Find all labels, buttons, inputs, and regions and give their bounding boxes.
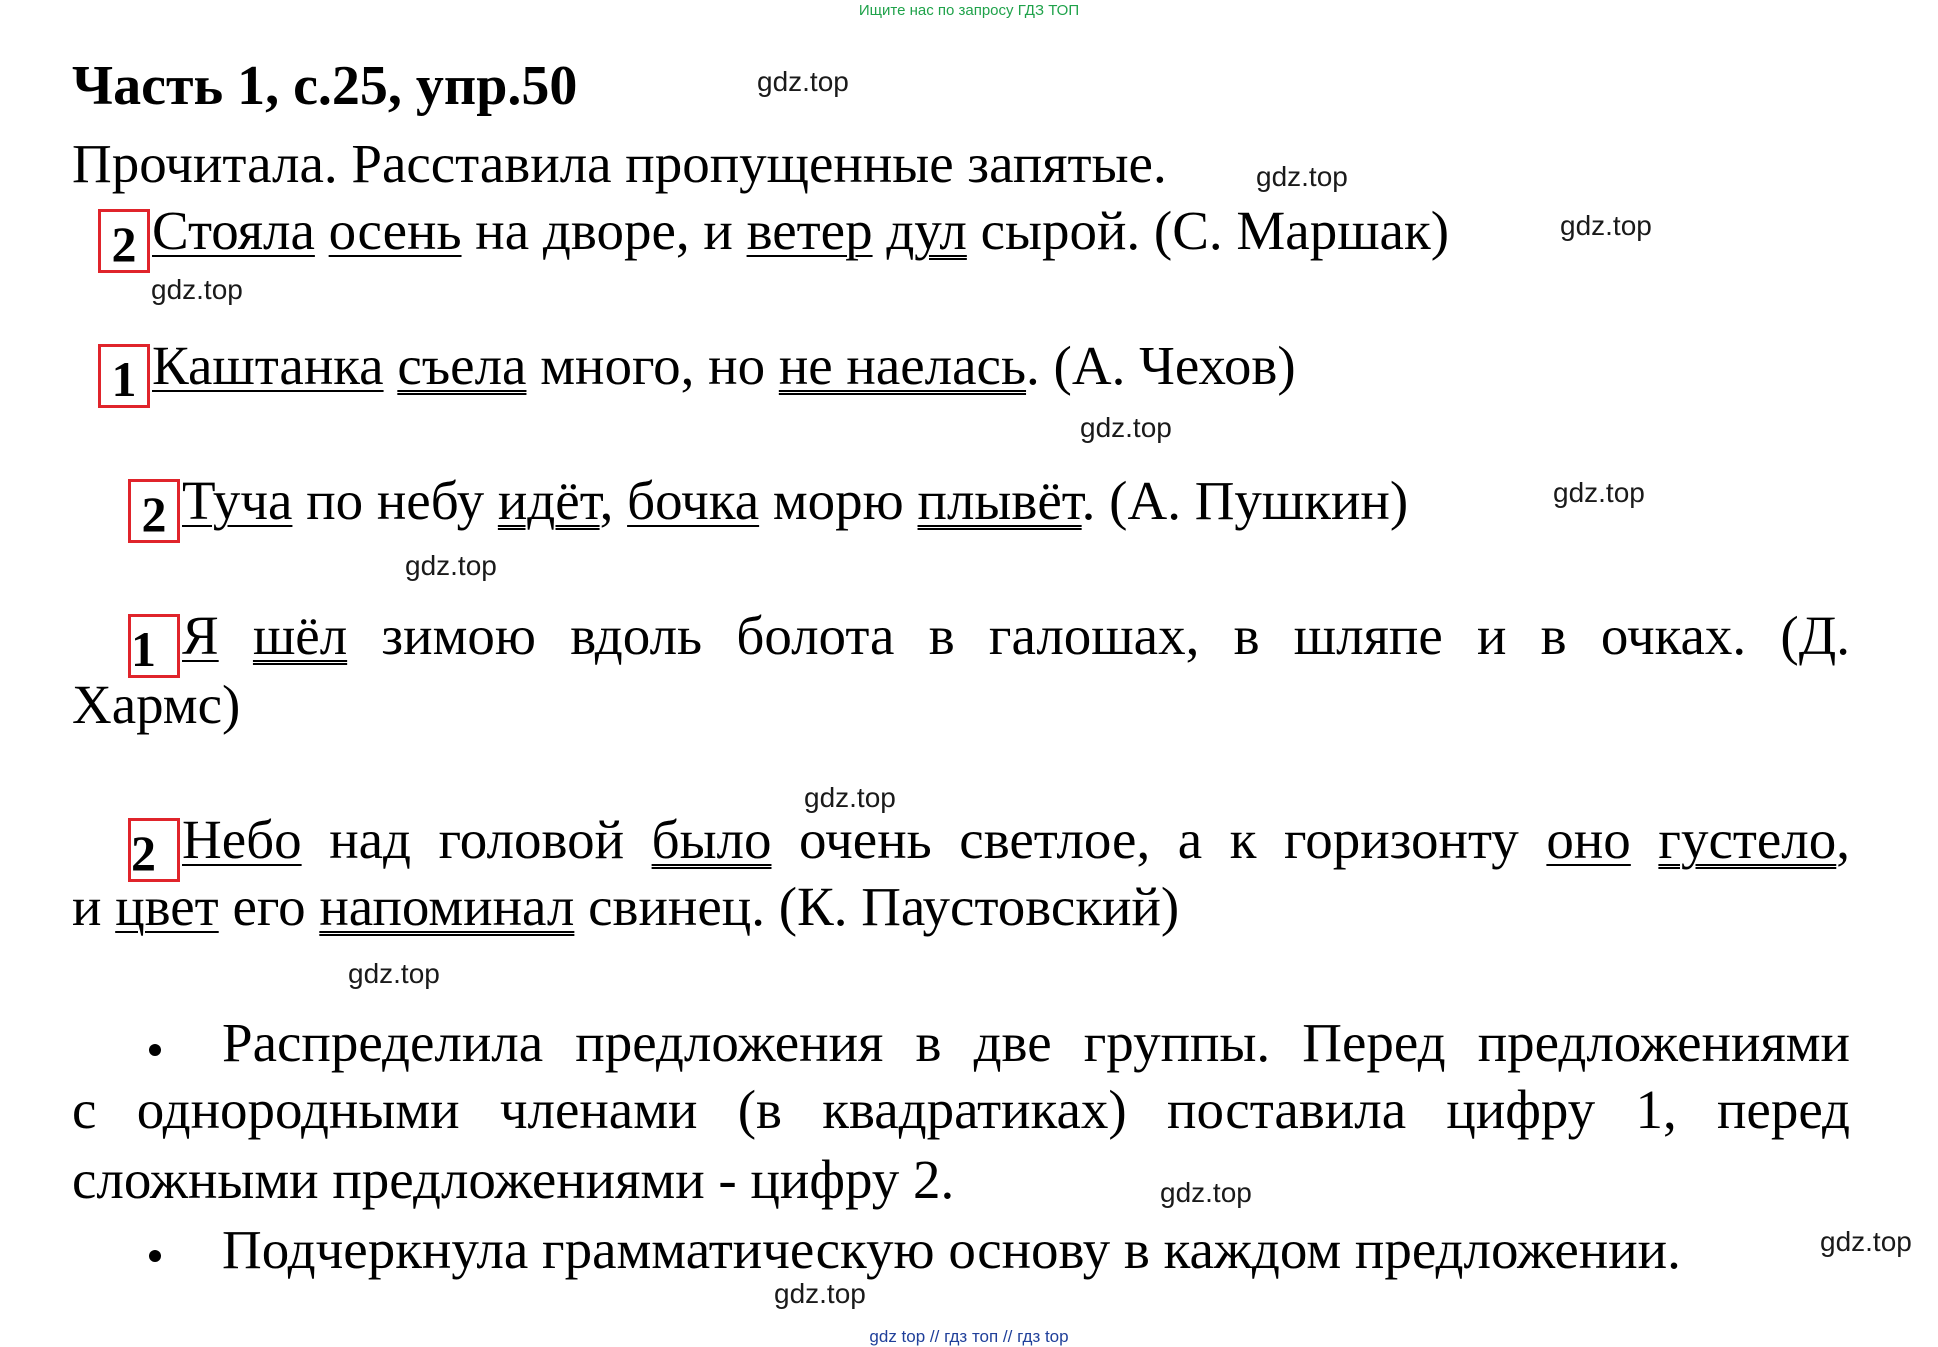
watermark: gdz.top — [405, 550, 497, 581]
group-number-box: 2 — [128, 479, 180, 543]
watermark: gdz.top — [1080, 412, 1172, 443]
sentence-1 — [98, 200, 1450, 273]
predicate: идёт — [497, 470, 600, 531]
text — [1631, 809, 1659, 870]
group-number-box: 1 — [98, 344, 150, 408]
watermark: gdz.top — [1553, 477, 1645, 508]
predicate: плывёт — [917, 470, 1082, 531]
subject: бочка — [627, 470, 760, 531]
text: сырой. (С. Маршак) — [966, 200, 1450, 261]
text: свинец. (К. Паустовский) — [574, 876, 1180, 937]
subject: Каштанка — [152, 335, 384, 396]
text: на дворе, и — [461, 200, 747, 261]
subject: Стояла — [152, 200, 315, 261]
text: по небу — [292, 470, 498, 531]
predicate: густело — [1658, 809, 1837, 870]
sentence-5-line-1 — [72, 806, 1850, 882]
sentence-2 — [98, 335, 1296, 408]
subject: оно — [1546, 809, 1631, 870]
text: морю — [759, 470, 918, 531]
text: , — [1836, 809, 1851, 870]
footer-watermark: gdz top // гдз топ // гдз top — [869, 1327, 1069, 1346]
subject: осень — [328, 200, 462, 261]
text: . (А. Чехов) — [1026, 335, 1296, 396]
predicate: напоминал — [319, 876, 575, 937]
subject: Туча — [182, 470, 293, 531]
text: над головой — [301, 809, 652, 870]
text: . (А. Пушкин) — [1081, 470, 1409, 531]
sentence-4-line-1 — [72, 602, 1850, 678]
bullet-1-line-3: сложными предложениями - цифру 2. — [72, 1149, 955, 1210]
group-number-box: 2 — [128, 818, 180, 882]
predicate: было — [651, 809, 772, 870]
sentence-5-line-2 — [72, 876, 1180, 937]
predicate: дул — [886, 200, 967, 261]
subject: Небо — [182, 809, 302, 870]
bullet-2-line-1: Подчеркнула грамматическую основу в каждом предложении. — [222, 1219, 1681, 1280]
predicate: шёл — [252, 605, 348, 666]
text — [219, 605, 253, 666]
text: зимою вдоль болота в галошах, в шляпе и в очках. (Д. — [347, 605, 1850, 666]
subject: Я — [182, 605, 219, 666]
top-banner: Ищите нас по запросу ГДЗ ТОП — [858, 2, 1080, 19]
intro-text: Прочитала. Расставила пропущенные запятые. — [72, 133, 1167, 194]
page-title: Часть 1, с.25, упр.50 — [72, 55, 578, 117]
bullet-1-line-2: с однородными членами (в квадратиках) поставила цифру 1, перед — [72, 1079, 1850, 1140]
watermark: gdz.top — [757, 66, 849, 97]
text — [384, 335, 398, 396]
text — [873, 200, 887, 261]
bullet-dot — [149, 1247, 161, 1265]
bullet-1-line-1: Распределила предложения в две группы. Перед предложениями — [222, 1012, 1850, 1073]
group-number-box: 1 — [128, 614, 180, 678]
watermark: gdz.top — [348, 958, 440, 989]
watermark: gdz.top — [1820, 1226, 1912, 1257]
watermark: gdz.top — [1560, 210, 1652, 241]
text: очень светлое, а к горизонту — [771, 809, 1547, 870]
text: его — [218, 876, 320, 937]
predicate: не наелась — [778, 335, 1027, 396]
watermark: gdz.top — [774, 1278, 866, 1309]
subject: цвет — [115, 876, 219, 937]
predicate: съела — [397, 335, 527, 396]
watermark: gdz.top — [804, 782, 896, 813]
watermark: gdz.top — [1256, 161, 1348, 192]
text — [315, 200, 329, 261]
watermark: gdz.top — [151, 274, 243, 305]
sentence-4-line-2: Хармс) — [72, 674, 241, 735]
watermark: gdz.top — [1160, 1177, 1252, 1208]
text: много, но — [526, 335, 779, 396]
group-number-box: 2 — [98, 209, 150, 273]
subject: ветер — [746, 200, 873, 261]
sentence-3 — [128, 470, 1409, 543]
text: , — [599, 470, 628, 531]
text: и — [72, 876, 116, 937]
